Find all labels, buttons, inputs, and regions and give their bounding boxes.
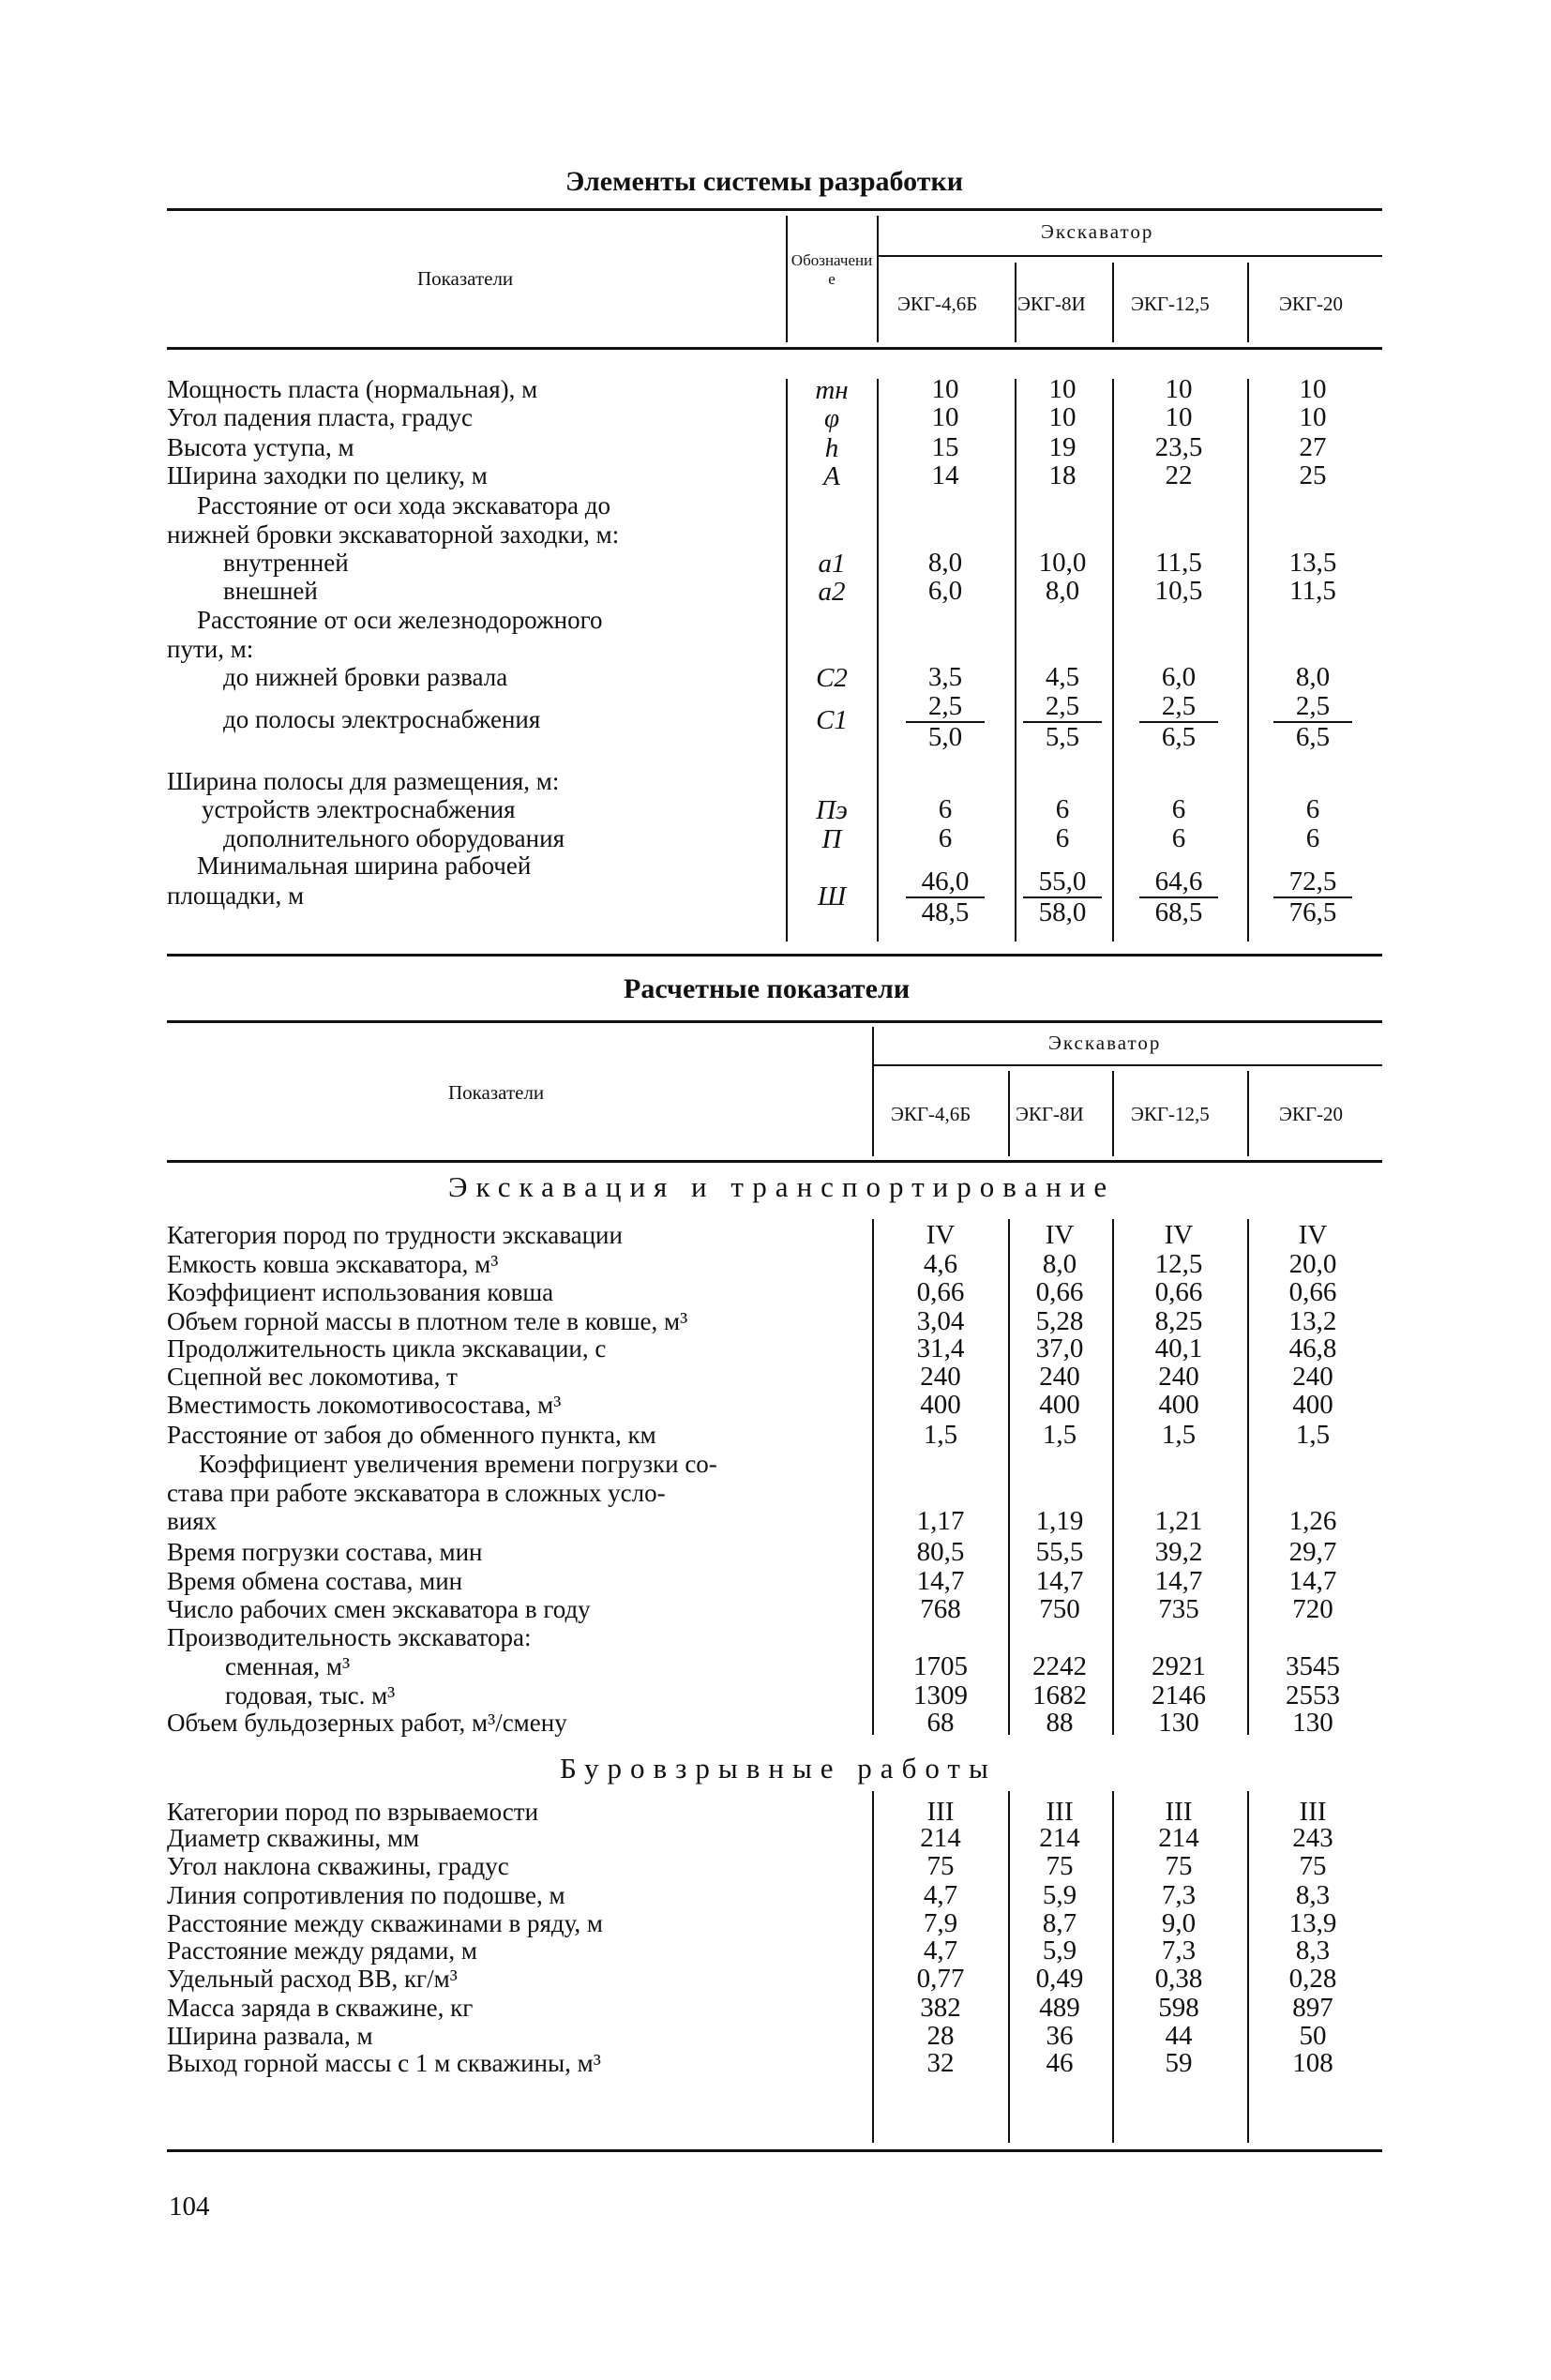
table2-row-label: Расстояние между скважинами в ряду, м: [167, 1909, 603, 1937]
table2-col-indicator: Показатели: [448, 1081, 545, 1104]
table2-cell: 59: [1165, 2048, 1193, 2078]
table1-cell: 8,0: [927, 548, 963, 578]
table2-cell: 214: [920, 1823, 961, 1853]
table2-cell: 5,28: [1035, 1306, 1084, 1336]
table2-cell: 489: [1039, 1993, 1080, 2023]
table2-cell: 8,3: [1295, 1936, 1331, 1966]
table1-vline-h2: [1015, 263, 1016, 342]
table2-row-label: Сцепной вес локомотива, т: [167, 1363, 458, 1391]
table1-vline-symbol: [786, 216, 788, 342]
table2-cell: 7,9: [923, 1908, 958, 1938]
table1-fraction-cell: [1023, 867, 1102, 927]
fraction-denominator: 76,5: [1288, 897, 1337, 927]
table1-cell: 6,0: [1161, 662, 1197, 692]
table2-cell: III: [1299, 1797, 1327, 1827]
fraction-denominator: 5,5: [1045, 722, 1080, 752]
table2-cell: 750: [1039, 1594, 1080, 1624]
table2-cell: 1,5: [923, 1420, 958, 1450]
table1-row-label: устройств электроснабжения: [202, 795, 516, 823]
table1-row-label: Минимальная ширина рабочей: [197, 851, 532, 880]
table1-cell: 8,0: [1295, 662, 1331, 692]
table1-cell: 6: [1055, 794, 1070, 824]
table1-cell: 10,5: [1154, 576, 1203, 606]
table1-top-rule: [167, 208, 1382, 211]
table2-cell: 36: [1046, 2021, 1074, 2051]
table2-row-label: виях: [167, 1507, 218, 1535]
table2-cell: 720: [1292, 1594, 1333, 1624]
table2-cell: 1,5: [1295, 1420, 1331, 1450]
table2-cell: 130: [1292, 1708, 1333, 1738]
table2-row-label: Масса заряда в скважине, кг: [167, 1994, 474, 2022]
table2-s1-vline-1: [872, 1219, 874, 1735]
table2-cell: 108: [1292, 2048, 1333, 2078]
table2-cell: 5,9: [1042, 1880, 1077, 1910]
table2-cell: 32: [926, 2048, 955, 2078]
table2-row-label: Коэффициент увеличения времени погрузки со-: [199, 1450, 717, 1478]
section-drilling-blasting: Буровзрывные работы: [560, 1752, 997, 1785]
table1-vline-values: [877, 216, 879, 342]
table2-row-label: Категории пород по взрываемости: [167, 1798, 539, 1826]
table2-cell: 9,0: [1161, 1908, 1197, 1938]
table2-cell: 214: [1039, 1823, 1080, 1853]
table2-cell: 382: [920, 1993, 961, 2023]
table2-cell: III: [926, 1797, 955, 1827]
table1-vline-h4: [1247, 263, 1249, 342]
table1-row-label: дополнительного оборудования: [223, 824, 565, 852]
table1-cell: 11,5: [1289, 576, 1336, 606]
table2-row-label: Угол наклона скважины, градус: [167, 1852, 509, 1880]
table2-vline-h2: [1008, 1071, 1010, 1156]
table2-cell: 40,1: [1154, 1333, 1203, 1363]
table2-cell: 37,0: [1035, 1333, 1084, 1363]
table2-row-label: Объем горной массы в плотном теле в ковше, м³: [167, 1307, 688, 1335]
table2-cell: 4,7: [923, 1880, 958, 1910]
table2-cell: 2921: [1152, 1651, 1206, 1681]
table2-row-label: Число рабочих смен экскаватора в году: [167, 1595, 591, 1623]
table2-cell: 1682: [1032, 1680, 1087, 1710]
table2-cell: 0,49: [1035, 1964, 1084, 1994]
table2-row-label: Категория пород по трудности экскавации: [167, 1221, 623, 1249]
table2-cell: 400: [1292, 1390, 1333, 1420]
table2-cell: 46,8: [1288, 1333, 1337, 1363]
table2-excavator-1: ЭКГ-4,6Б: [891, 1103, 971, 1125]
table2-cell: 400: [1039, 1390, 1080, 1420]
table2-col-group: Экскаватор: [1048, 1032, 1162, 1054]
table1-row-symbol: C1: [816, 705, 848, 735]
table2-cell: 75: [1299, 1851, 1327, 1881]
table1-title: Элементы системы разработки: [565, 166, 964, 197]
fraction-numerator: 46,0: [906, 867, 985, 898]
table2-cell: 0,66: [1154, 1277, 1203, 1307]
table2-cell: IV: [1164, 1220, 1194, 1250]
table2-row-label: Линия сопротивления по подошве, м: [167, 1881, 565, 1909]
table1-group-rule: [877, 255, 1382, 257]
table2-cell: 31,4: [916, 1333, 965, 1363]
table1-fraction-cell: [906, 692, 985, 752]
table1-excavator-3: ЭКГ-12,5: [1131, 293, 1210, 315]
fraction-denominator: 48,5: [921, 897, 970, 927]
table2-cell: 243: [1292, 1823, 1333, 1853]
table2-s1-vline-4: [1247, 1219, 1249, 1735]
table1-cell: 8,0: [1045, 576, 1080, 606]
table1-cell: 4,5: [1045, 662, 1080, 692]
table1-cell: 10: [1299, 374, 1327, 404]
table1-row-label: Угол падения пласта, градус: [167, 403, 474, 431]
table1-cell: 10: [1165, 374, 1193, 404]
table1-fraction-cell: [1273, 867, 1352, 927]
table1-row-symbol: h: [824, 433, 839, 463]
table2-cell: 68: [926, 1708, 955, 1738]
table2-top-rule: [167, 1020, 1382, 1023]
table1-fraction-cell: [906, 867, 985, 927]
table2-cell: 0,66: [916, 1277, 965, 1307]
table2-row-label: Расстояние между рядами, м: [167, 1936, 477, 1965]
table2-cell: 8,0: [1042, 1249, 1077, 1279]
table1-row-label: нижней бровки экскаваторной заходки, м:: [167, 520, 620, 549]
page-number: 104: [169, 2192, 210, 2222]
table2-cell: 2553: [1286, 1680, 1340, 1710]
table2-row-label: Расстояние от забоя до обменного пункта, км: [167, 1421, 656, 1449]
table1-cell: 10,0: [1038, 548, 1087, 578]
table2-cell: 735: [1158, 1594, 1199, 1624]
table2-row-label: Диаметр скважины, мм: [167, 1824, 420, 1852]
table2-cell: 240: [1158, 1362, 1199, 1392]
table2-cell: 0,38: [1154, 1964, 1203, 1994]
table2-cell: 29,7: [1288, 1537, 1337, 1567]
table1-row-label: до полосы электроснабжения: [223, 705, 541, 733]
table2-cell: 80,5: [916, 1537, 965, 1567]
table1-body-vline-1: [786, 379, 788, 941]
table2-row-label: става при работе экскаватора в сложных усло-: [167, 1479, 666, 1507]
table1-cell: 15: [931, 432, 959, 462]
table1-cell: 18: [1048, 460, 1077, 490]
table1-cell: 23,5: [1154, 432, 1203, 462]
table1-fraction-cell: [1023, 692, 1102, 752]
table1-excavator-4: ЭКГ-20: [1279, 293, 1344, 315]
table2-row-label: Ширина развала, м: [167, 2022, 373, 2050]
table2-cell: 4,7: [923, 1936, 958, 1966]
fraction-denominator: 6,5: [1295, 722, 1331, 752]
table2-row-label: Объем бульдозерных работ, м³/смену: [167, 1709, 567, 1737]
table1-row-label: Ширина заходки по целику, м: [167, 461, 488, 490]
table2-cell: 240: [920, 1362, 961, 1392]
section-excavation-transport: Экскавация и транспортирование: [448, 1170, 1116, 1203]
table2-cell: 1,26: [1288, 1506, 1337, 1536]
table2-cell: 3,04: [916, 1306, 965, 1336]
table2-cell: 14,7: [916, 1566, 965, 1596]
table2-cell: 75: [1046, 1851, 1074, 1881]
table2-cell: 50: [1299, 2021, 1327, 2051]
table1-fraction-cell: [1139, 867, 1218, 927]
table1-row-label: Высота уступа, м: [167, 433, 354, 461]
table1-row-symbol: φ: [823, 403, 840, 433]
table2-cell: 7,3: [1161, 1936, 1197, 1966]
table2-cell: IV: [1045, 1220, 1075, 1250]
fraction-denominator: 68,5: [1154, 897, 1203, 927]
table2-cell: 0,77: [916, 1964, 965, 1994]
fraction-numerator: 72,5: [1273, 867, 1352, 898]
table1-fraction-cell: [1273, 692, 1352, 752]
table1-cell: 6: [1055, 823, 1070, 853]
table1-col-group: Экскаватор: [1041, 220, 1154, 243]
table1-cell: 25: [1299, 460, 1327, 490]
table1-col-symbol: Обозначение: [791, 251, 873, 288]
table2-cell: 12,5: [1154, 1249, 1203, 1279]
table1-cell: 11,5: [1155, 548, 1202, 578]
table2-row-label: Выход горной массы с 1 м скважины, м³: [167, 2049, 601, 2077]
table2-cell: 44: [1165, 2021, 1193, 2051]
table2-cell: 39,2: [1154, 1537, 1203, 1567]
table2-cell: 214: [1158, 1823, 1199, 1853]
table2-cell: III: [1046, 1797, 1074, 1827]
table2-cell: 55,5: [1035, 1537, 1084, 1567]
fraction-denominator: 5,0: [927, 722, 963, 752]
table1-cell: 10: [931, 402, 959, 432]
table2-cell: 4,6: [923, 1249, 958, 1279]
table1-cell: 10: [931, 374, 959, 404]
fraction-numerator: 2,5: [1273, 692, 1352, 723]
table2-cell: 8,7: [1042, 1908, 1077, 1938]
table1-header-rule: [167, 347, 1382, 350]
table1-cell: 6: [938, 794, 953, 824]
table2-row-label: Время обмена состава, мин: [167, 1567, 463, 1595]
table1-row-symbol: П: [821, 824, 842, 854]
table2-vline-values: [872, 1027, 874, 1156]
table1-row-label: пути, м:: [167, 635, 254, 663]
table2-excavator-3: ЭКГ-12,5: [1131, 1103, 1210, 1125]
table1-row-label: до нижней бровки развала: [223, 663, 508, 691]
fraction-numerator: 64,6: [1139, 867, 1218, 898]
table2-row-label: Продолжительность цикла экскавации, с: [167, 1334, 607, 1363]
table2-cell: III: [1165, 1797, 1193, 1827]
table2-cell: 1,17: [916, 1506, 965, 1536]
table1-cell: 27: [1299, 432, 1327, 462]
table2-cell: 14,7: [1035, 1566, 1084, 1596]
table2-cell: 240: [1292, 1362, 1333, 1392]
fraction-numerator: 2,5: [1139, 692, 1218, 723]
fraction-numerator: 55,0: [1023, 867, 1102, 898]
table2-cell: 8,3: [1295, 1880, 1331, 1910]
table1-row-symbol: Ш: [817, 881, 847, 911]
table2-cell: 75: [1165, 1851, 1193, 1881]
table1-row-symbol: A: [823, 461, 840, 491]
table2-cell: 0,66: [1288, 1277, 1337, 1307]
table2-vline-h3: [1112, 1071, 1114, 1156]
table2-cell: 3545: [1286, 1651, 1340, 1681]
table2-cell: 768: [920, 1594, 961, 1624]
table2-cell: 0,66: [1035, 1277, 1084, 1307]
table1-cell: 6: [1171, 794, 1186, 824]
table1-cell: 3,5: [927, 662, 963, 692]
table1-fraction-cell: [1139, 692, 1218, 752]
table2-row-label: годовая, тыс. м³: [225, 1681, 396, 1710]
table2-cell: 14,7: [1154, 1566, 1203, 1596]
table2-s2-vline-1: [872, 1791, 874, 2143]
table2-cell: IV: [926, 1220, 956, 1250]
table2-row-label: Вместимость локомотивосостава, м³: [167, 1391, 562, 1419]
table1-col-indicator: Показатели: [417, 267, 514, 290]
table2-cell: 598: [1158, 1993, 1199, 2023]
table1-row-label: Ширина полосы для размещения, м:: [167, 767, 560, 795]
table2-cell: 400: [1158, 1390, 1199, 1420]
table1-cell: 6: [1305, 823, 1320, 853]
table2-cell: 20,0: [1288, 1249, 1337, 1279]
table2-cell: 7,3: [1161, 1880, 1197, 1910]
table2-cell: 2242: [1032, 1651, 1087, 1681]
table1-excavator-1: ЭКГ-4,6Б: [897, 293, 978, 315]
table1-row-label: Мощность пласта (нормальная), м: [167, 375, 538, 403]
fraction-numerator: 2,5: [1023, 692, 1102, 723]
table2-cell: 28: [926, 2021, 955, 2051]
table1-cell: 10: [1048, 402, 1077, 432]
table1-cell: 10: [1048, 374, 1077, 404]
table2-row-label: Время погрузки состава, мин: [167, 1538, 483, 1566]
table2-cell: 240: [1039, 1362, 1080, 1392]
table1-cell: 6,0: [927, 576, 963, 606]
fraction-denominator: 58,0: [1038, 897, 1087, 927]
table2-cell: 46: [1046, 2048, 1074, 2078]
table2-cell: 13,2: [1288, 1306, 1337, 1336]
table2-group-rule: [872, 1064, 1382, 1066]
table1-cell: 6: [1171, 823, 1186, 853]
fraction-denominator: 6,5: [1161, 722, 1197, 752]
table2-s2-vline-4: [1247, 1791, 1249, 2143]
table1-body-vline-2: [877, 379, 879, 941]
table1-row-symbol: a2: [818, 577, 846, 607]
table1-body-vline-5: [1247, 379, 1249, 941]
table2-cell: IV: [1298, 1220, 1328, 1250]
table2-cell: 1,19: [1035, 1506, 1084, 1536]
table1-row-label: внутренней: [223, 549, 349, 577]
table2-cell: 130: [1158, 1708, 1199, 1738]
table1-vline-h3: [1112, 263, 1114, 342]
table1-cell: 10: [1165, 402, 1193, 432]
table2-cell: 75: [926, 1851, 955, 1881]
table1-row-symbol: a1: [818, 549, 846, 579]
table1-row-symbol: mн: [815, 375, 849, 405]
table2-cell: 14,7: [1288, 1566, 1337, 1596]
fraction-numerator: 2,5: [906, 692, 985, 723]
table1-row-label: площадки, м: [167, 881, 305, 910]
table2-cell: 88: [1046, 1708, 1074, 1738]
table2-row-label: Емкость ковша экскаватора, м³: [167, 1250, 499, 1278]
table2-title: Расчетные показатели: [624, 973, 911, 1004]
table2-excavator-2: ЭКГ-8И: [1016, 1103, 1084, 1125]
table2-cell: 1705: [913, 1651, 968, 1681]
table1-cell: 22: [1165, 460, 1193, 490]
table2-row-label: Производительность экскаватора:: [167, 1623, 532, 1651]
table2-row-label: Коэффициент использования ковша: [167, 1278, 554, 1306]
table1-cell: 14: [931, 460, 959, 490]
table1-cell: 6: [1305, 794, 1320, 824]
table1-cell: 10: [1299, 402, 1327, 432]
table1-bottom-rule: [167, 954, 1382, 957]
table2-cell: 13,9: [1288, 1908, 1337, 1938]
table2-cell: 0,28: [1288, 1964, 1337, 1994]
table1-row-label: Расстояние от оси хода экскаватора до: [197, 491, 610, 520]
table1-cell: 13,5: [1288, 548, 1337, 578]
table2-header-rule: [167, 1160, 1382, 1163]
table2-cell: 1309: [913, 1680, 968, 1710]
table1-cell: 19: [1048, 432, 1077, 462]
table1-row-symbol: C2: [816, 663, 848, 693]
table2-cell: 2146: [1152, 1680, 1206, 1710]
table2-cell: 897: [1292, 1993, 1333, 2023]
table1-excavator-2: ЭКГ-8И: [1017, 293, 1086, 315]
table2-vline-h4: [1247, 1071, 1249, 1156]
table1-row-symbol: Пэ: [816, 795, 848, 825]
table1-row-label: Расстояние от оси железнодорожного: [197, 606, 603, 634]
table2-cell: 1,5: [1161, 1420, 1197, 1450]
table1-cell: 6: [938, 823, 953, 853]
table2-cell: 8,25: [1154, 1306, 1203, 1336]
table2-bottom-rule: [167, 2149, 1382, 2152]
table2-cell: 1,21: [1154, 1506, 1203, 1536]
table2-excavator-4: ЭКГ-20: [1279, 1103, 1344, 1125]
table2-cell: 400: [920, 1390, 961, 1420]
table1-row-label: внешней: [223, 577, 318, 605]
table2-row-label: сменная, м³: [225, 1652, 351, 1680]
table2-cell: 5,9: [1042, 1936, 1077, 1966]
table2-row-label: Удельный расход ВВ, кг/м³: [167, 1965, 458, 1993]
table2-cell: 1,5: [1042, 1420, 1077, 1450]
